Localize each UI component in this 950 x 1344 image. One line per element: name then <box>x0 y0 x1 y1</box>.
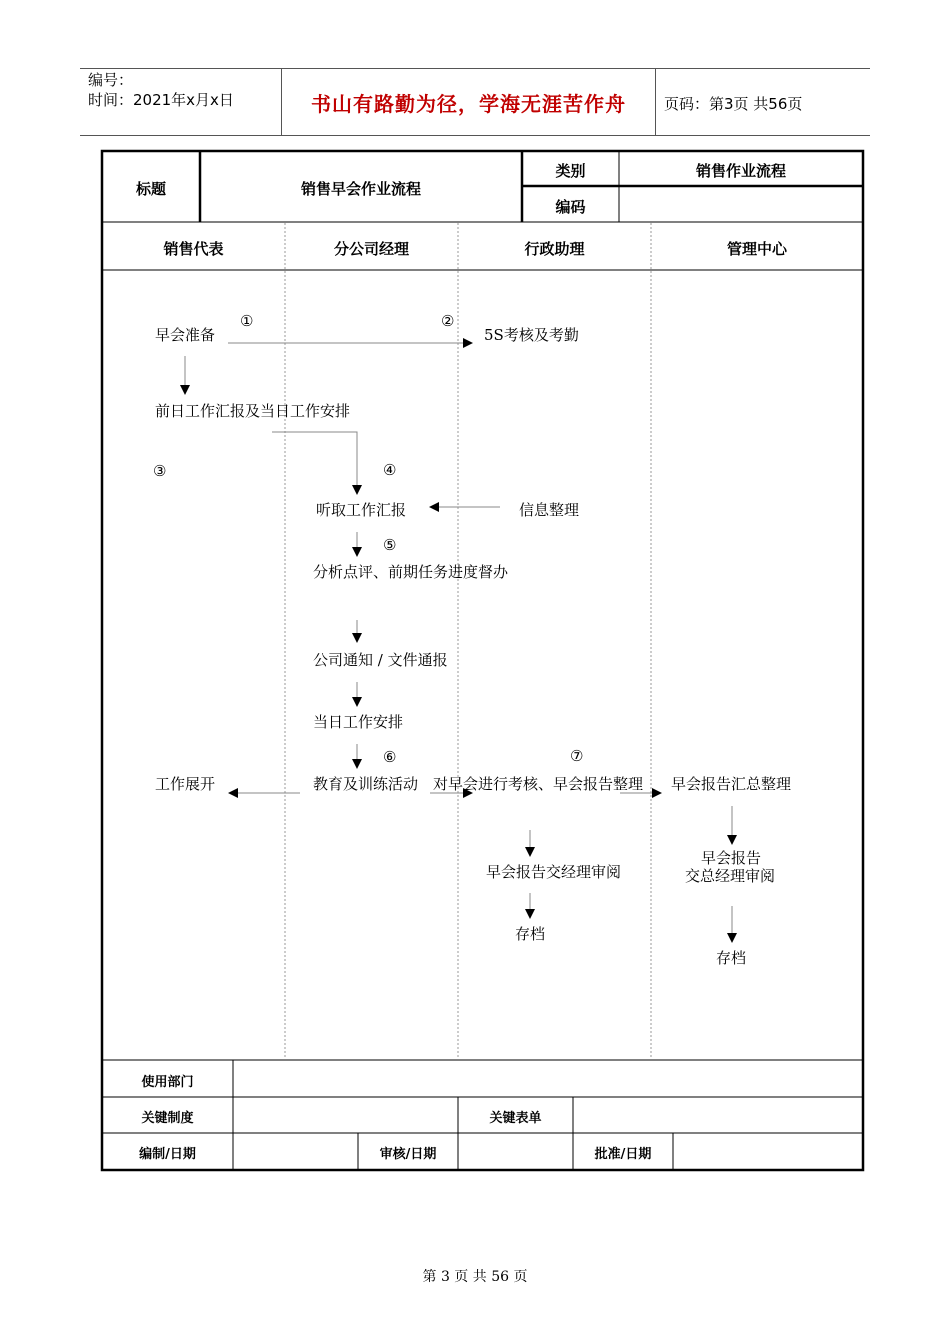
title-label: 标题 <box>135 180 166 198</box>
step-submit-gm-line1: 早会报告 <box>701 849 762 867</box>
lane-admin-assistant: 行政助理 <box>524 240 585 258</box>
category-label: 类别 <box>555 162 586 180</box>
approved-label: 批准/日期 <box>594 1147 652 1162</box>
lane-branch-manager: 分公司经理 <box>333 240 409 258</box>
reviewed-label: 审核/日期 <box>379 1147 437 1162</box>
step-training: 教育及训练活动 <box>313 775 419 793</box>
marker-3: ③ <box>153 462 167 480</box>
time-label: 时间：2021年x月x日 <box>88 91 234 109</box>
step-listen-report: 听取工作汇报 <box>316 501 407 519</box>
step-notice: 公司通知 / 文件通报 <box>313 651 448 669</box>
marker-6: ⑥ <box>383 748 397 766</box>
step-assess-report: 对早会进行考核、早会报告整理 <box>433 775 644 793</box>
step-analyze: 分析点评、前期任务进度督办 <box>313 563 509 581</box>
step-archive-center: 存档 <box>716 949 747 967</box>
step-work-start: 工作展开 <box>155 775 216 793</box>
step-submit-gm-line2: 交总经理审阅 <box>685 867 776 885</box>
marker-7: ⑦ <box>570 747 584 765</box>
step-archive-admin: 存档 <box>515 925 546 943</box>
marker-4: ④ <box>383 461 397 479</box>
header-motto: 书山有路勤为径，学海无涯苦作舟 <box>311 92 626 116</box>
lane-sales-rep: 销售代表 <box>163 240 224 258</box>
code-label: 编码 <box>555 198 586 216</box>
forms-label: 关键表单 <box>489 1111 542 1126</box>
marker-5: ⑤ <box>383 536 397 554</box>
step-submit-manager: 早会报告交经理审阅 <box>486 863 622 881</box>
marker-1: ① <box>240 312 254 330</box>
step-assessment: 5S考核及考勤 <box>484 326 579 344</box>
step-info-sort: 信息整理 <box>519 501 580 519</box>
step-report-plan: 前日工作汇报及当日工作安排 <box>155 402 351 420</box>
prepared-label: 编制/日期 <box>139 1147 196 1162</box>
category-value: 销售作业流程 <box>695 162 786 180</box>
dept-label: 使用部门 <box>141 1075 194 1090</box>
page-info: 页码：第3页 共56页 <box>664 95 803 113</box>
serial-label: 编号： <box>88 71 134 89</box>
policy-label: 关键制度 <box>141 1111 194 1126</box>
page-footer: 第 3 页 共 56 页 <box>422 1269 528 1285</box>
marker-2: ② <box>441 312 455 330</box>
step-daily-plan: 当日工作安排 <box>313 713 404 731</box>
step-morning-prep: 早会准备 <box>155 326 216 344</box>
step-summary: 早会报告汇总整理 <box>671 775 792 793</box>
lane-management-center: 管理中心 <box>726 240 787 258</box>
title-value: 销售早会作业流程 <box>300 180 421 198</box>
